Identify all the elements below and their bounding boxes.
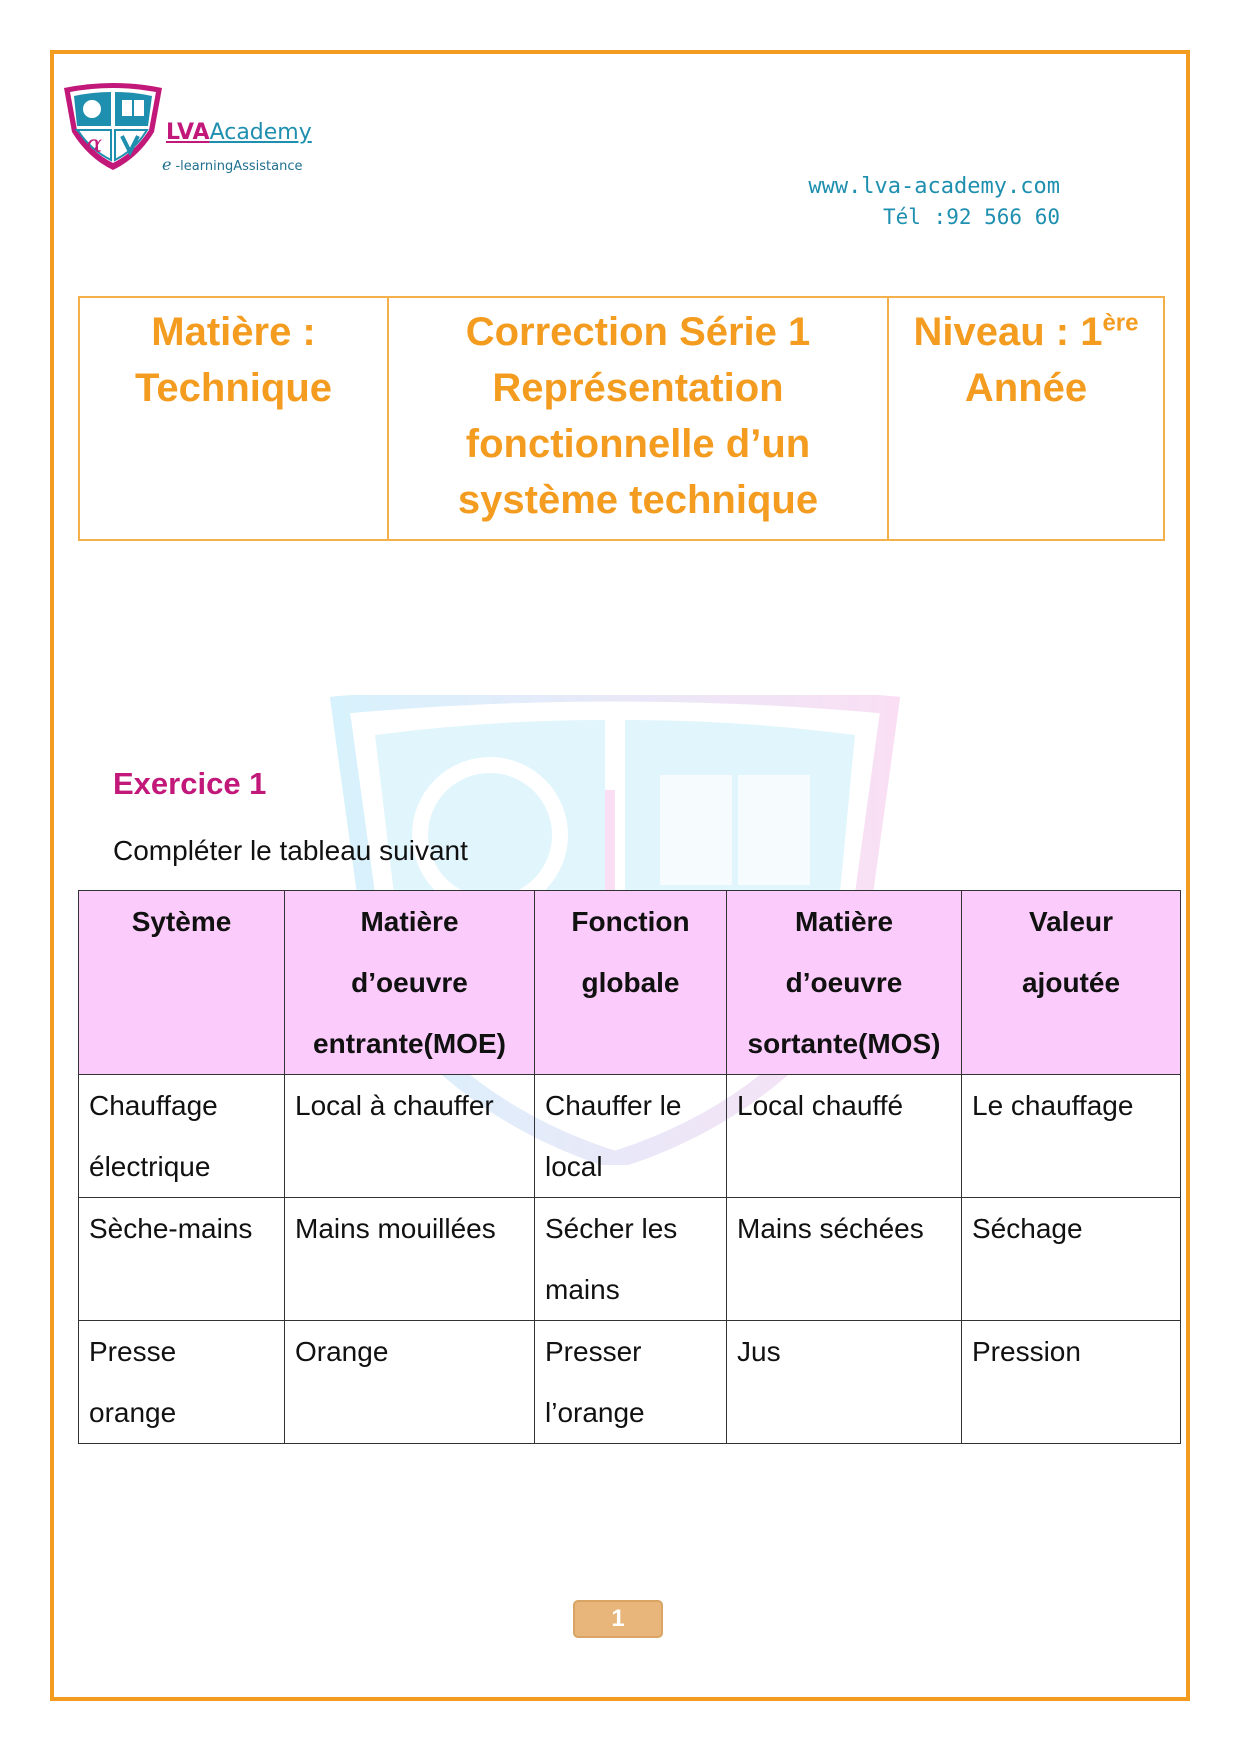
header-line: d’oeuvre	[785, 967, 903, 998]
table-cell	[285, 1075, 535, 1198]
brand-name-part2: Academy	[209, 120, 312, 145]
header-line: ajoutée	[1021, 967, 1121, 998]
title-line-1: Correction Série 1	[465, 310, 811, 354]
cell-line: Le chauffage	[972, 1090, 1134, 1121]
subject-cell	[79, 297, 388, 540]
header-table	[78, 296, 1165, 541]
page-number: 1	[573, 1600, 663, 1638]
level-prefix: Niveau : 1	[913, 310, 1103, 354]
level-line-1	[890, 304, 1162, 360]
subject-value: Technique	[134, 366, 333, 410]
table-cell	[535, 1321, 727, 1444]
table-cell	[535, 1198, 727, 1321]
tagline-e: e	[162, 155, 172, 174]
cell-line: Pression	[972, 1336, 1081, 1367]
table-row	[79, 1198, 1181, 1321]
cell-line: local	[545, 1151, 603, 1182]
cell-line: Orange	[295, 1336, 389, 1367]
cell-line: Local chauffé	[737, 1090, 904, 1121]
table-row	[79, 1075, 1181, 1198]
cell-line: l’orange	[545, 1397, 645, 1428]
cell-line: Chauffage	[89, 1090, 218, 1121]
header-line: sortante(MOS)	[747, 1028, 941, 1059]
header-line: Valeur	[1028, 906, 1114, 937]
table-cell	[962, 1075, 1181, 1198]
table-cell	[962, 1198, 1181, 1321]
brand-name-part1: LVA	[166, 120, 210, 145]
cell-line: Mains mouillées	[295, 1213, 496, 1244]
table-cell	[727, 1075, 962, 1198]
cell-line: Jus	[737, 1336, 781, 1367]
title-line-4: système technique	[457, 478, 819, 522]
header-moe	[285, 891, 535, 1075]
exercise-instruction: Compléter le tableau suivant	[113, 835, 468, 866]
cell-line: mains	[545, 1274, 620, 1305]
level-superscript: ère	[1102, 309, 1139, 337]
table-cell	[727, 1321, 962, 1444]
cell-line: Sécher les	[545, 1213, 678, 1244]
phone-number: Tél :92 566 60	[882, 205, 1060, 229]
title-cell	[388, 297, 888, 540]
lva-logo-icon	[58, 80, 168, 172]
table-cell	[535, 1075, 727, 1198]
header-line: Sytème	[131, 906, 232, 937]
exercise-title: Exercice 1	[113, 766, 267, 801]
header-line: Matière	[794, 906, 894, 937]
cell-line: Chauffer le	[545, 1090, 682, 1121]
table-cell	[962, 1321, 1181, 1444]
cell-line: Local à chauffer	[295, 1090, 494, 1121]
table-cell	[285, 1198, 535, 1321]
header-line: Fonction	[571, 906, 690, 937]
cell-line: Mains séchées	[737, 1213, 924, 1244]
header-valeur	[962, 891, 1181, 1075]
subject-label: Matière :	[151, 310, 316, 354]
header-mos	[727, 891, 962, 1075]
table-cell	[79, 1198, 285, 1321]
brand-name	[166, 120, 312, 145]
header-line: globale	[581, 967, 680, 998]
tagline-text: -learningAssistance	[175, 159, 303, 174]
header-systeme	[79, 891, 285, 1075]
table-cell	[727, 1198, 962, 1321]
answer-table	[78, 890, 1181, 1444]
title-line-2: Représentation	[492, 366, 784, 410]
cell-line: Presser	[545, 1336, 642, 1367]
cell-line: Sèche-mains	[89, 1213, 253, 1244]
header-line: entrante(MOE)	[313, 1028, 506, 1059]
contact-info	[700, 172, 1060, 232]
table-row	[79, 1321, 1181, 1444]
table-header-row	[79, 891, 1181, 1075]
cell-line: Séchage	[972, 1213, 1083, 1244]
header-fonction	[535, 891, 727, 1075]
table-cell	[285, 1321, 535, 1444]
title-line-3: fonctionnelle d’un	[465, 422, 811, 466]
table-cell	[79, 1075, 285, 1198]
header-line: d’oeuvre	[351, 967, 468, 998]
cell-line: orange	[89, 1397, 177, 1428]
cell-line: Presse	[89, 1336, 177, 1367]
level-cell	[888, 297, 1164, 540]
level-line-2: Année	[964, 366, 1088, 410]
table-cell	[79, 1321, 285, 1444]
header-line: Matière	[360, 906, 459, 937]
svg-text:α: α	[86, 130, 103, 158]
website-link[interactable]: www.lva-academy.com	[808, 174, 1060, 199]
cell-line: électrique	[89, 1151, 211, 1182]
brand-tagline	[162, 155, 302, 174]
